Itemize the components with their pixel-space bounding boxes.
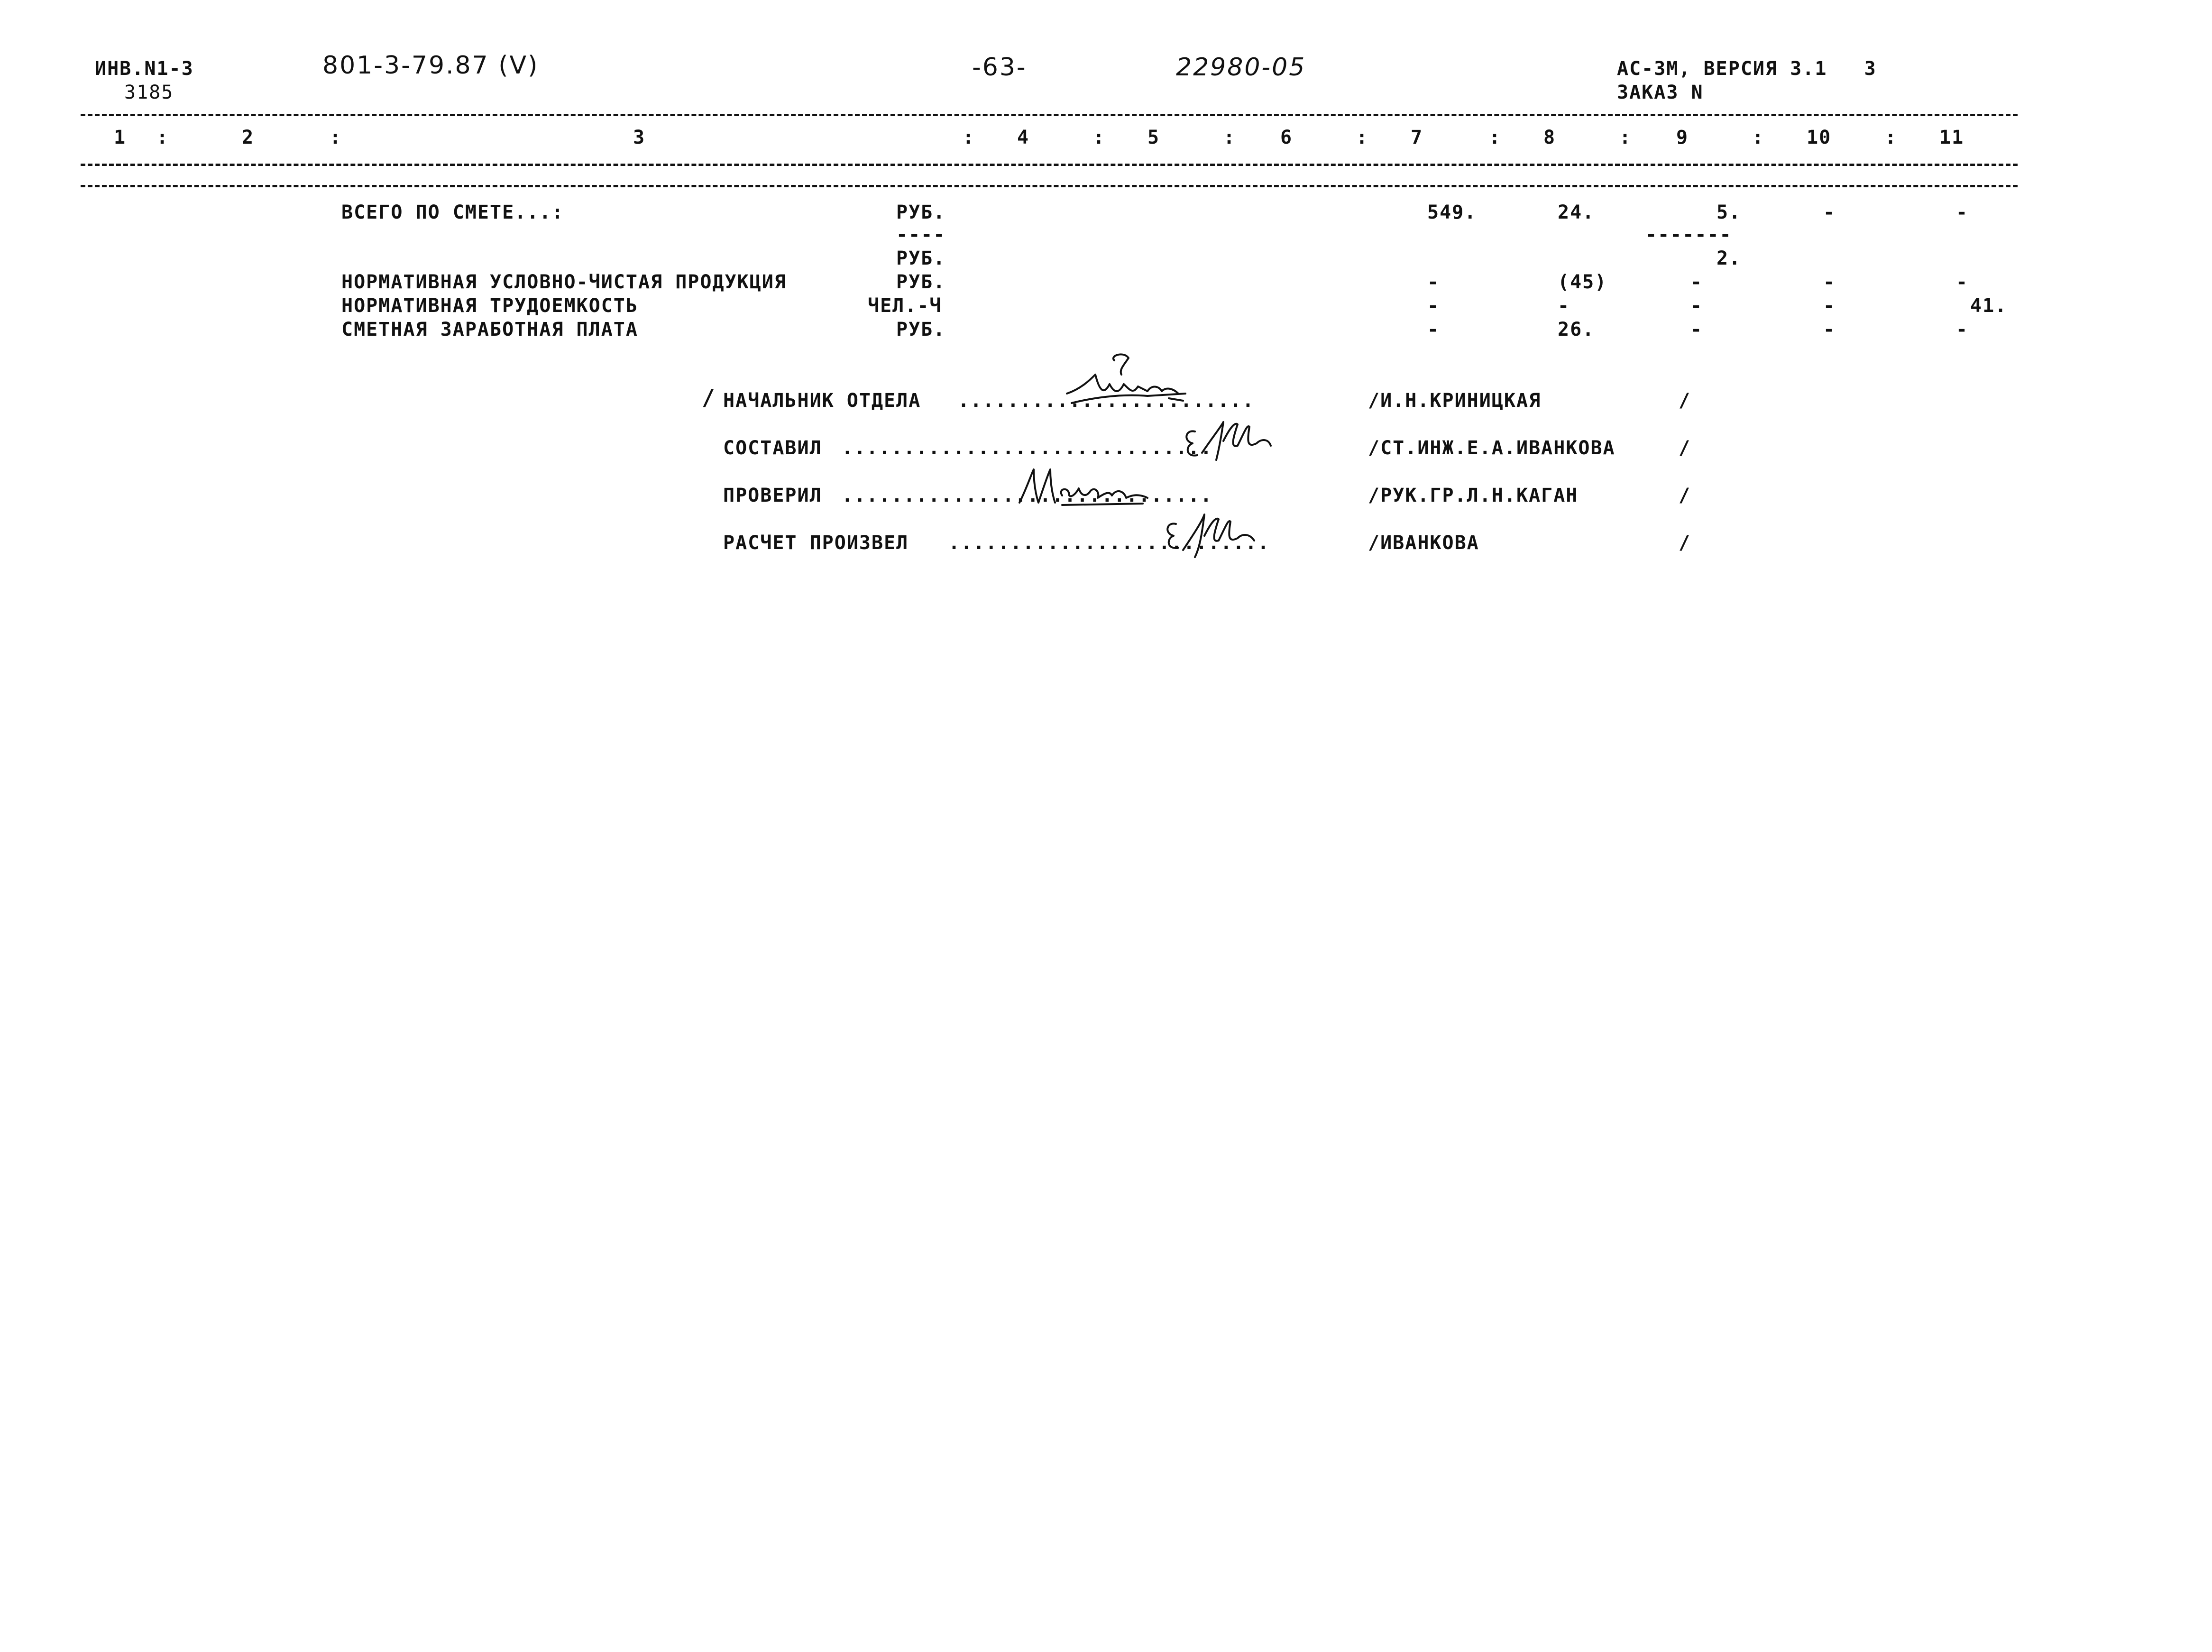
column-separator: : bbox=[330, 127, 342, 148]
cell-col-11: 41. bbox=[1970, 295, 2008, 317]
row-label: НОРМАТИВНАЯ ТРУДОЕМКОСТЬ bbox=[341, 295, 638, 317]
unit-subtotal-rule: ---- bbox=[896, 224, 946, 246]
column-separator: : bbox=[1619, 127, 1632, 148]
signature-label: СОСТАВИЛ bbox=[723, 437, 822, 459]
cell-col-10: - bbox=[1823, 202, 1836, 223]
column-header-bottom-rule bbox=[81, 164, 2018, 166]
row-unit: ЧЕЛ.-Ч bbox=[868, 295, 942, 317]
cell-col-9: - bbox=[1690, 295, 1703, 317]
row-unit-secondary: РУБ. bbox=[896, 248, 946, 269]
signature-label: РАСЧЕТ ПРОИЗВЕЛ bbox=[723, 532, 909, 554]
row-label: ВСЕГО ПО СМЕТЕ...: bbox=[341, 202, 564, 223]
signature-dots: ........................ bbox=[958, 390, 1255, 412]
cell-col-7: - bbox=[1427, 271, 1440, 293]
cell-col-8: 26. bbox=[1558, 319, 1595, 340]
signature-label: ПРОВЕРИЛ bbox=[723, 485, 822, 506]
table-body-top-rule bbox=[81, 185, 2018, 187]
column-4-header: 4 bbox=[1017, 127, 1030, 148]
cell-col-7: - bbox=[1427, 319, 1440, 340]
signature-label: НАЧАЛЬНИК ОТДЕЛА bbox=[723, 390, 921, 412]
column-8-header: 8 bbox=[1543, 127, 1556, 148]
column-separator: : bbox=[1223, 127, 1236, 148]
cell-col-9: - bbox=[1690, 319, 1703, 340]
signature-name: /И.Н.КРИНИЦКАЯ bbox=[1368, 390, 1542, 412]
handwritten-signature-checked bbox=[1010, 460, 1162, 512]
column-separator: : bbox=[963, 127, 975, 148]
inventory-number: ИНВ.N1-3 bbox=[95, 58, 194, 80]
cell-col-10: - bbox=[1823, 271, 1836, 293]
column-10-header: 10 bbox=[1807, 127, 1832, 148]
column-3-header: 3 bbox=[633, 127, 646, 148]
signature-dots: .......................... bbox=[948, 532, 1270, 554]
column-5-header: 5 bbox=[1147, 127, 1160, 148]
column-separator: : bbox=[1093, 127, 1106, 148]
col-9-subtotal-rule: ------- bbox=[1645, 224, 1732, 246]
column-1-header: 1 bbox=[114, 127, 127, 148]
cell-col-11: - bbox=[1956, 319, 1969, 340]
signature-end-slash: / bbox=[1679, 390, 1691, 412]
cell-col-8: 24. bbox=[1558, 202, 1595, 223]
cell-col-7: 549. bbox=[1427, 202, 1477, 223]
row-unit: РУБ. bbox=[896, 202, 946, 223]
order-number: ЗАКАЗ N bbox=[1617, 82, 1704, 103]
signature-name: /СТ.ИНЖ.Е.А.ИВАНКОВА bbox=[1368, 437, 1615, 459]
row-unit: РУБ. bbox=[896, 319, 946, 340]
column-6-header: 6 bbox=[1280, 127, 1293, 148]
inventory-subnumber: 3185 bbox=[124, 82, 174, 103]
cell-col-9: 5. bbox=[1716, 202, 1742, 223]
signature-end-slash: / bbox=[1679, 437, 1691, 459]
column-separator: : bbox=[1752, 127, 1765, 148]
column-11-header: 11 bbox=[1939, 127, 1964, 148]
cell-col-7: - bbox=[1427, 295, 1440, 317]
signature-end-slash: / bbox=[1679, 485, 1691, 506]
series-number: 801-3-79.87 (V) bbox=[322, 51, 539, 80]
document-code: 22980-05 bbox=[1176, 53, 1306, 82]
program-version: АС-3М, ВЕРСИЯ 3.1 3 bbox=[1617, 58, 1877, 80]
handwritten-signature-head bbox=[1053, 341, 1242, 413]
signature-name: /РУК.ГР.Л.Н.КАГАН bbox=[1368, 485, 1579, 506]
signature-dots: .............................. bbox=[842, 485, 1213, 506]
cell-col-9: - bbox=[1690, 271, 1703, 293]
row-label: СМЕТНАЯ ЗАРАБОТНАЯ ПЛАТА bbox=[341, 319, 638, 340]
signature-dots: .............................. bbox=[842, 437, 1213, 459]
cell-col-11: - bbox=[1956, 271, 1969, 293]
cell-col-10: - bbox=[1823, 295, 1836, 317]
column-7-header: 7 bbox=[1411, 127, 1423, 148]
column-2-header: 2 bbox=[242, 127, 255, 148]
cell-col-10: - bbox=[1823, 319, 1836, 340]
cell-col-9-secondary: 2. bbox=[1716, 248, 1742, 269]
signature-end-slash: / bbox=[1679, 532, 1691, 554]
column-separator: : bbox=[1356, 127, 1369, 148]
handwritten-signature-calculated bbox=[1157, 505, 1280, 562]
top-rule bbox=[81, 114, 2018, 116]
cell-col-11: - bbox=[1956, 202, 1969, 223]
signature-name: /ИВАНКОВА bbox=[1368, 532, 1479, 554]
column-separator: : bbox=[156, 127, 169, 148]
page-number: -63- bbox=[972, 53, 1027, 82]
column-9-header: 9 bbox=[1676, 127, 1689, 148]
column-separator: : bbox=[1885, 127, 1898, 148]
signature-prefix-slash: / bbox=[702, 385, 716, 410]
column-separator: : bbox=[1489, 127, 1502, 148]
row-unit: РУБ. bbox=[896, 271, 946, 293]
row-label: НОРМАТИВНАЯ УСЛОВНО-ЧИСТАЯ ПРОДУКЦИЯ bbox=[341, 271, 787, 293]
cell-col-8: - bbox=[1558, 295, 1570, 317]
cell-col-8: (45) bbox=[1558, 271, 1607, 293]
handwritten-signature-compiled bbox=[1176, 413, 1299, 465]
